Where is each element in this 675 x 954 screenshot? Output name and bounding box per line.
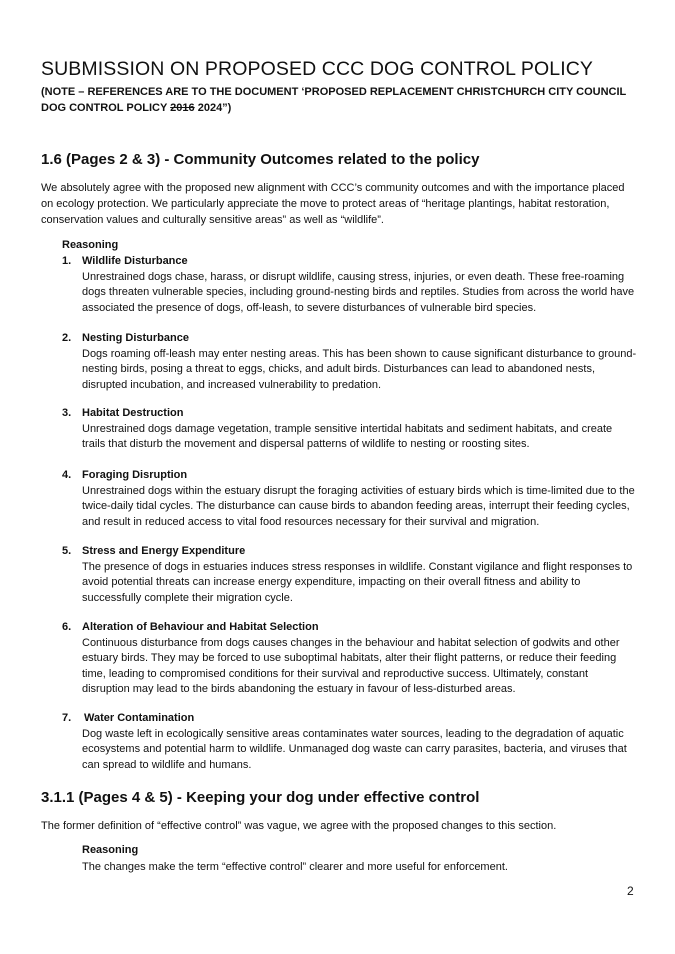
- section-intro-paragraph: We absolutely agree with the proposed new alignment with CCC’s community outcomes and with the importance placed on ecology protection. We particularly appreciate the move to protect areas of “heritage plantings, habitat restoration, conservation values and culturally sensitive areas” as well as “wildlife”.: [41, 182, 625, 226]
- list-item-body: Dog waste left in ecologically sensitive areas contaminates water sources, leading to the degradation of aquatic ecosystems and potential harm to wildlife. Unmanaged dog waste can carry parasites, bacteria, and viruses that can spread to wildlife and humans.: [82, 728, 627, 771]
- list-item-body: The presence of dogs in estuaries induces stress responses in wildlife. Constant vigilance and flight responses to avoid potential threats can increase energy expenditure, impacting on their overall fitness and ability to successfully complete their migration cycle.: [82, 561, 633, 604]
- page-number: 2: [627, 884, 634, 898]
- list-item-number: 1.: [62, 255, 72, 267]
- reasoning-text: The changes make the term “effective control” clearer and more useful for enforcement.: [82, 861, 508, 873]
- list-item-title: Wildlife Disturbance: [82, 255, 188, 267]
- note-struck-year: 2016: [170, 102, 195, 114]
- list-item-body: Continuous disturbance from dogs causes changes in the behaviour and habitat selection of godwits and other estuary birds. They may be forced to use suboptimal habitats, alter their flight patterns, or reduce their feeding time, leading to compromised conditions for their survival and reproductive success. Ultimately, constant disruption may lead to the birds abandoning the estuary in favour of less-disturbed areas.: [82, 637, 620, 695]
- list-item-number: 5.: [62, 545, 72, 557]
- list-item-title: Habitat Destruction: [82, 407, 184, 419]
- document-note: [41, 84, 641, 116]
- list-item-number: 4.: [62, 469, 72, 481]
- list-item-body: Unrestrained dogs within the estuary disrupt the foraging activities of estuary birds which is time-limited due to the twice-daily tidal cycles. The disturbance can cause birds to abandon feeding areas, interrupt their feeding cycles, and result in reduced access to vital food resources necessary for their survival and migration.: [82, 485, 635, 528]
- reasoning-label: Reasoning: [82, 844, 139, 856]
- list-item-number: 6.: [62, 621, 72, 633]
- list-item-title: Foraging Disruption: [82, 469, 188, 481]
- document-title: SUBMISSION ON PROPOSED CCC DOG CONTROL POLICY: [41, 58, 594, 80]
- section-heading-community-outcomes: 1.6 (Pages 2 & 3) - Community Outcomes related to the policy: [41, 151, 480, 168]
- list-item-number: 7.: [62, 712, 72, 724]
- list-item-title: Nesting Disturbance: [82, 332, 189, 344]
- section-intro-paragraph: The former definition of “effective control” was vague, we agree with the proposed changes to this section.: [41, 820, 557, 832]
- section-heading-effective-control: 3.1.1 (Pages 4 & 5) - Keeping your dog under effective control: [41, 789, 480, 806]
- list-item-number: 2.: [62, 332, 72, 344]
- reasoning-label: Reasoning: [62, 239, 119, 251]
- list-item-title: Stress and Energy Expenditure: [82, 545, 246, 557]
- note-text-before: (NOTE – REFERENCES ARE TO THE DOCUMENT ‘PROPOSED REPLACEMENT CHRISTCHURCH CITY COUNCIL DOG CONTROL POLICY: [41, 86, 627, 114]
- list-item-body: Unrestrained dogs chase, harass, or disrupt wildlife, causing stress, injuries, or even death. These free-roaming dogs threaten vulnerable species, including ground-nesting birds and reptiles. Studies from across the world have associated the presence of dogs, off-leash, to severe disturbances of vulnerable bird species.: [82, 271, 635, 314]
- list-item-title: Water Contamination: [84, 712, 195, 724]
- note-text-after: 2024”): [194, 102, 232, 114]
- list-item-number: 3.: [62, 407, 72, 419]
- list-item-title: Alteration of Behaviour and Habitat Selection: [82, 621, 319, 633]
- list-item-body: Unrestrained dogs damage vegetation, trample sensitive intertidal habitats and sediment habitats, and create trails that disturb the movement and dispersal patterns of wildlife to nesting or roosting sites.: [82, 423, 613, 451]
- list-item-body: Dogs roaming off-leash may enter nesting areas. This has been shown to cause significant disturbance to ground-nesting birds, posing a threat to eggs, chicks, and adult birds. Disturbances can lead to abandoned nests, disrupted incubation, and increased vulnerability to predation.: [82, 348, 637, 391]
